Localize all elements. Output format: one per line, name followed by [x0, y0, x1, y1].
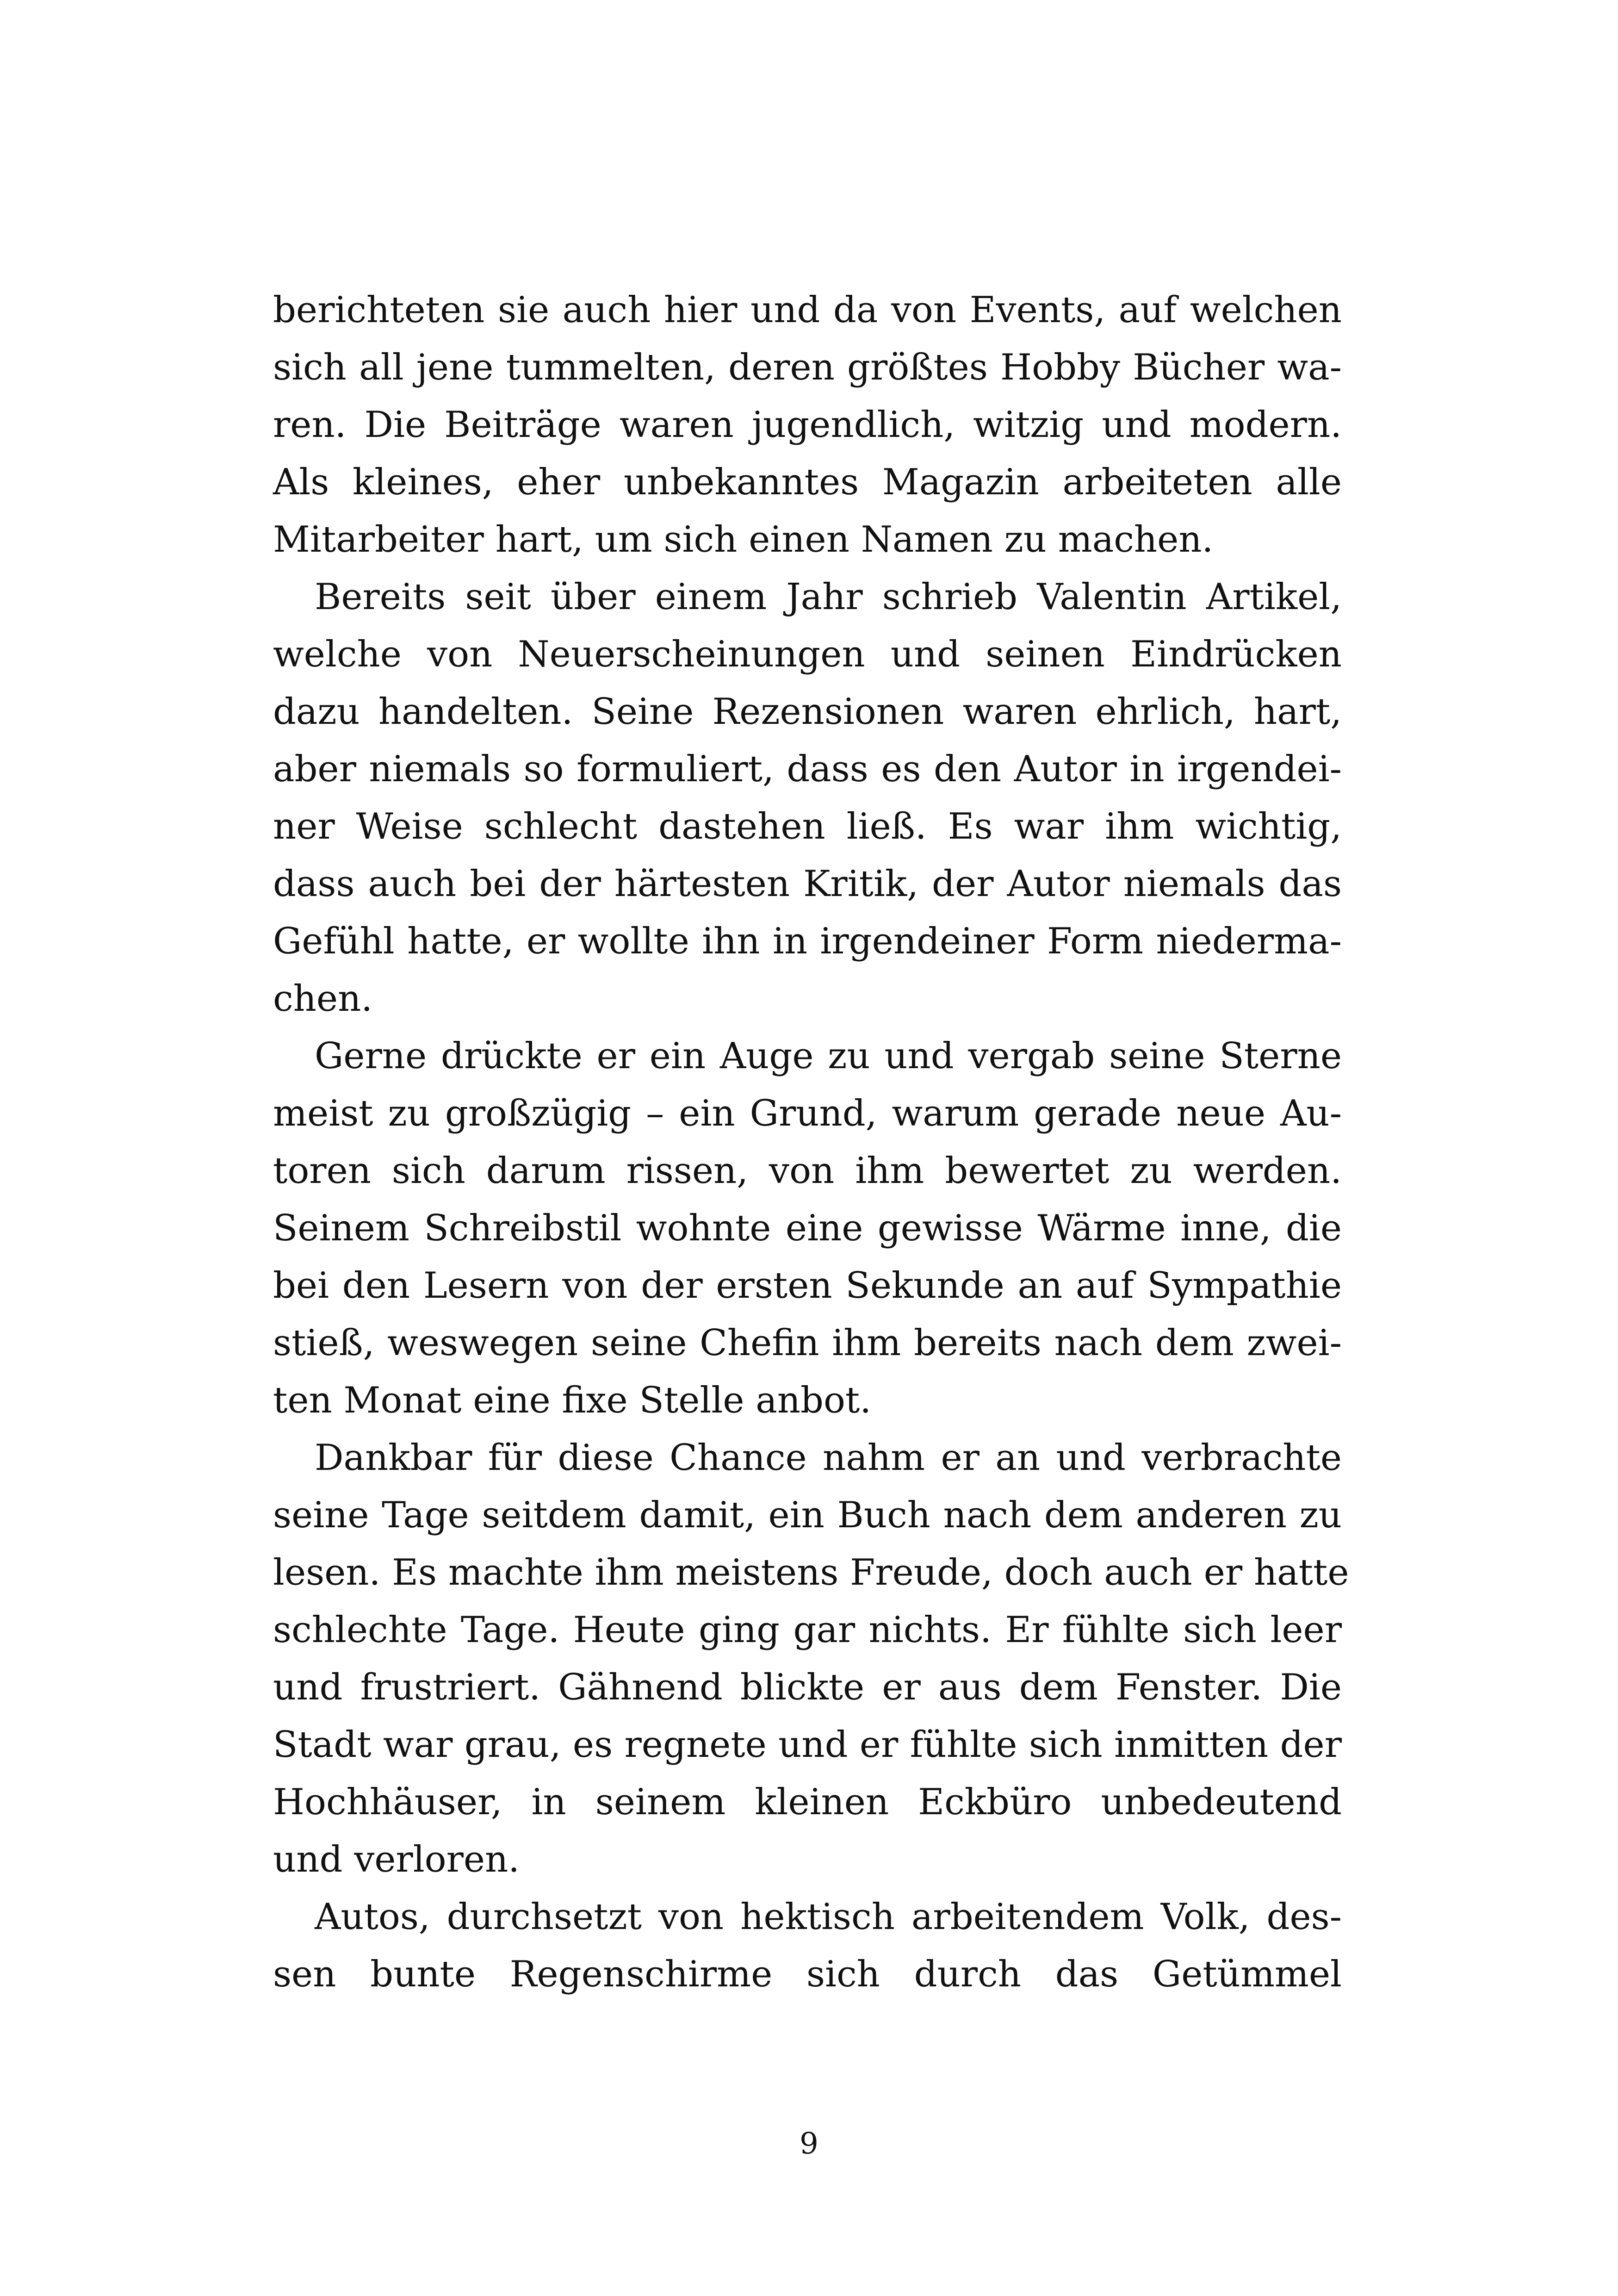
text-line: sen bunte Regenschirme sich durch das Getümmel: [273, 1954, 1342, 1995]
text-line: aber niemals so formuliert, dass es den Autor in irgendei-: [273, 748, 1342, 790]
text-line: Stadt war grau, es regnete und er fühlte sich inmitten der: [273, 1724, 1342, 1766]
text-line: Gefühl hatte, er wollte ihn in irgendeiner Form niederma-: [273, 921, 1342, 962]
page-number: 9: [800, 2127, 818, 2161]
text-line: schlechte Tage. Heute ging gar nichts. Er fühlte sich leer: [273, 1609, 1342, 1651]
text-line: Autos, durchsetzt von hektisch arbeitendem Volk, des-: [315, 1896, 1342, 1938]
text-line: und verloren.: [273, 1839, 520, 1880]
text-line: meist zu großzügig – ein Grund, warum gerade neue Au-: [273, 1093, 1342, 1134]
paragraph: [273, 568, 1342, 1027]
text-line: ner Weise schlecht dastehen ließ. Es war ihm wichtig,: [273, 806, 1342, 847]
text-line: Als kleines, eher unbekanntes Magazin arbeiteten alle: [273, 461, 1342, 503]
text-line: ren. Die Beiträge waren jugendlich, witzig und modern.: [273, 404, 1342, 446]
text-line: bei den Lesern von der ersten Sekunde an auf Sympathie: [273, 1265, 1342, 1307]
text-line: chen.: [273, 978, 373, 1020]
text-line: toren sich darum rissen, von ihm bewertet zu werden.: [273, 1150, 1342, 1192]
text-line: Bereits seit über einem Jahr schrieb Valentin Artikel,: [315, 576, 1342, 618]
text-line: Dankbar für diese Chance nahm er an und verbrachte: [315, 1437, 1342, 1479]
text-line: seine Tage seitdem damit, ein Buch nach dem anderen zu: [273, 1494, 1342, 1536]
text-line: lesen. Es machte ihm meistens Freude, doch auch er hatte: [273, 1552, 1349, 1593]
text-line: Seinem Schreibstil wohnte eine gewisse Wärme inne, die: [273, 1207, 1342, 1249]
paragraph: [273, 1888, 1342, 2003]
text-line: dass auch bei der härtesten Kritik, der Autor niemals das: [273, 863, 1342, 905]
paragraph: [273, 1429, 1349, 1888]
text-line: Gerne drückte er ein Auge zu und vergab seine Sterne: [315, 1035, 1342, 1077]
text-line: dazu handelten. Seine Rezensionen waren ehrlich, hart,: [273, 691, 1342, 733]
body-text: [273, 281, 1349, 2003]
text-line: sich all jene tummelten, deren größtes Hobby Bücher wa-: [273, 347, 1342, 388]
paragraph: [273, 1027, 1342, 1429]
text-line: Mitarbeiter hart, um sich einen Namen zu machen.: [273, 519, 1214, 560]
text-line: Hochhäuser, in seinem kleinen Eckbüro unbedeutend: [273, 1781, 1342, 1823]
text-line: ten Monat eine fixe Stelle anbot.: [273, 1380, 872, 1421]
text-line: stieß, weswegen seine Chefin ihm bereits nach dem zwei-: [273, 1322, 1342, 1364]
paragraph: [273, 281, 1342, 568]
text-line: berichteten sie auch hier und da von Events, auf welchen: [273, 289, 1342, 331]
text-line: und frustriert. Gähnend blickte er aus dem Fenster. Die: [273, 1667, 1342, 1708]
text-line: welche von Neuerscheinungen und seinen Eindrücken: [273, 634, 1342, 675]
